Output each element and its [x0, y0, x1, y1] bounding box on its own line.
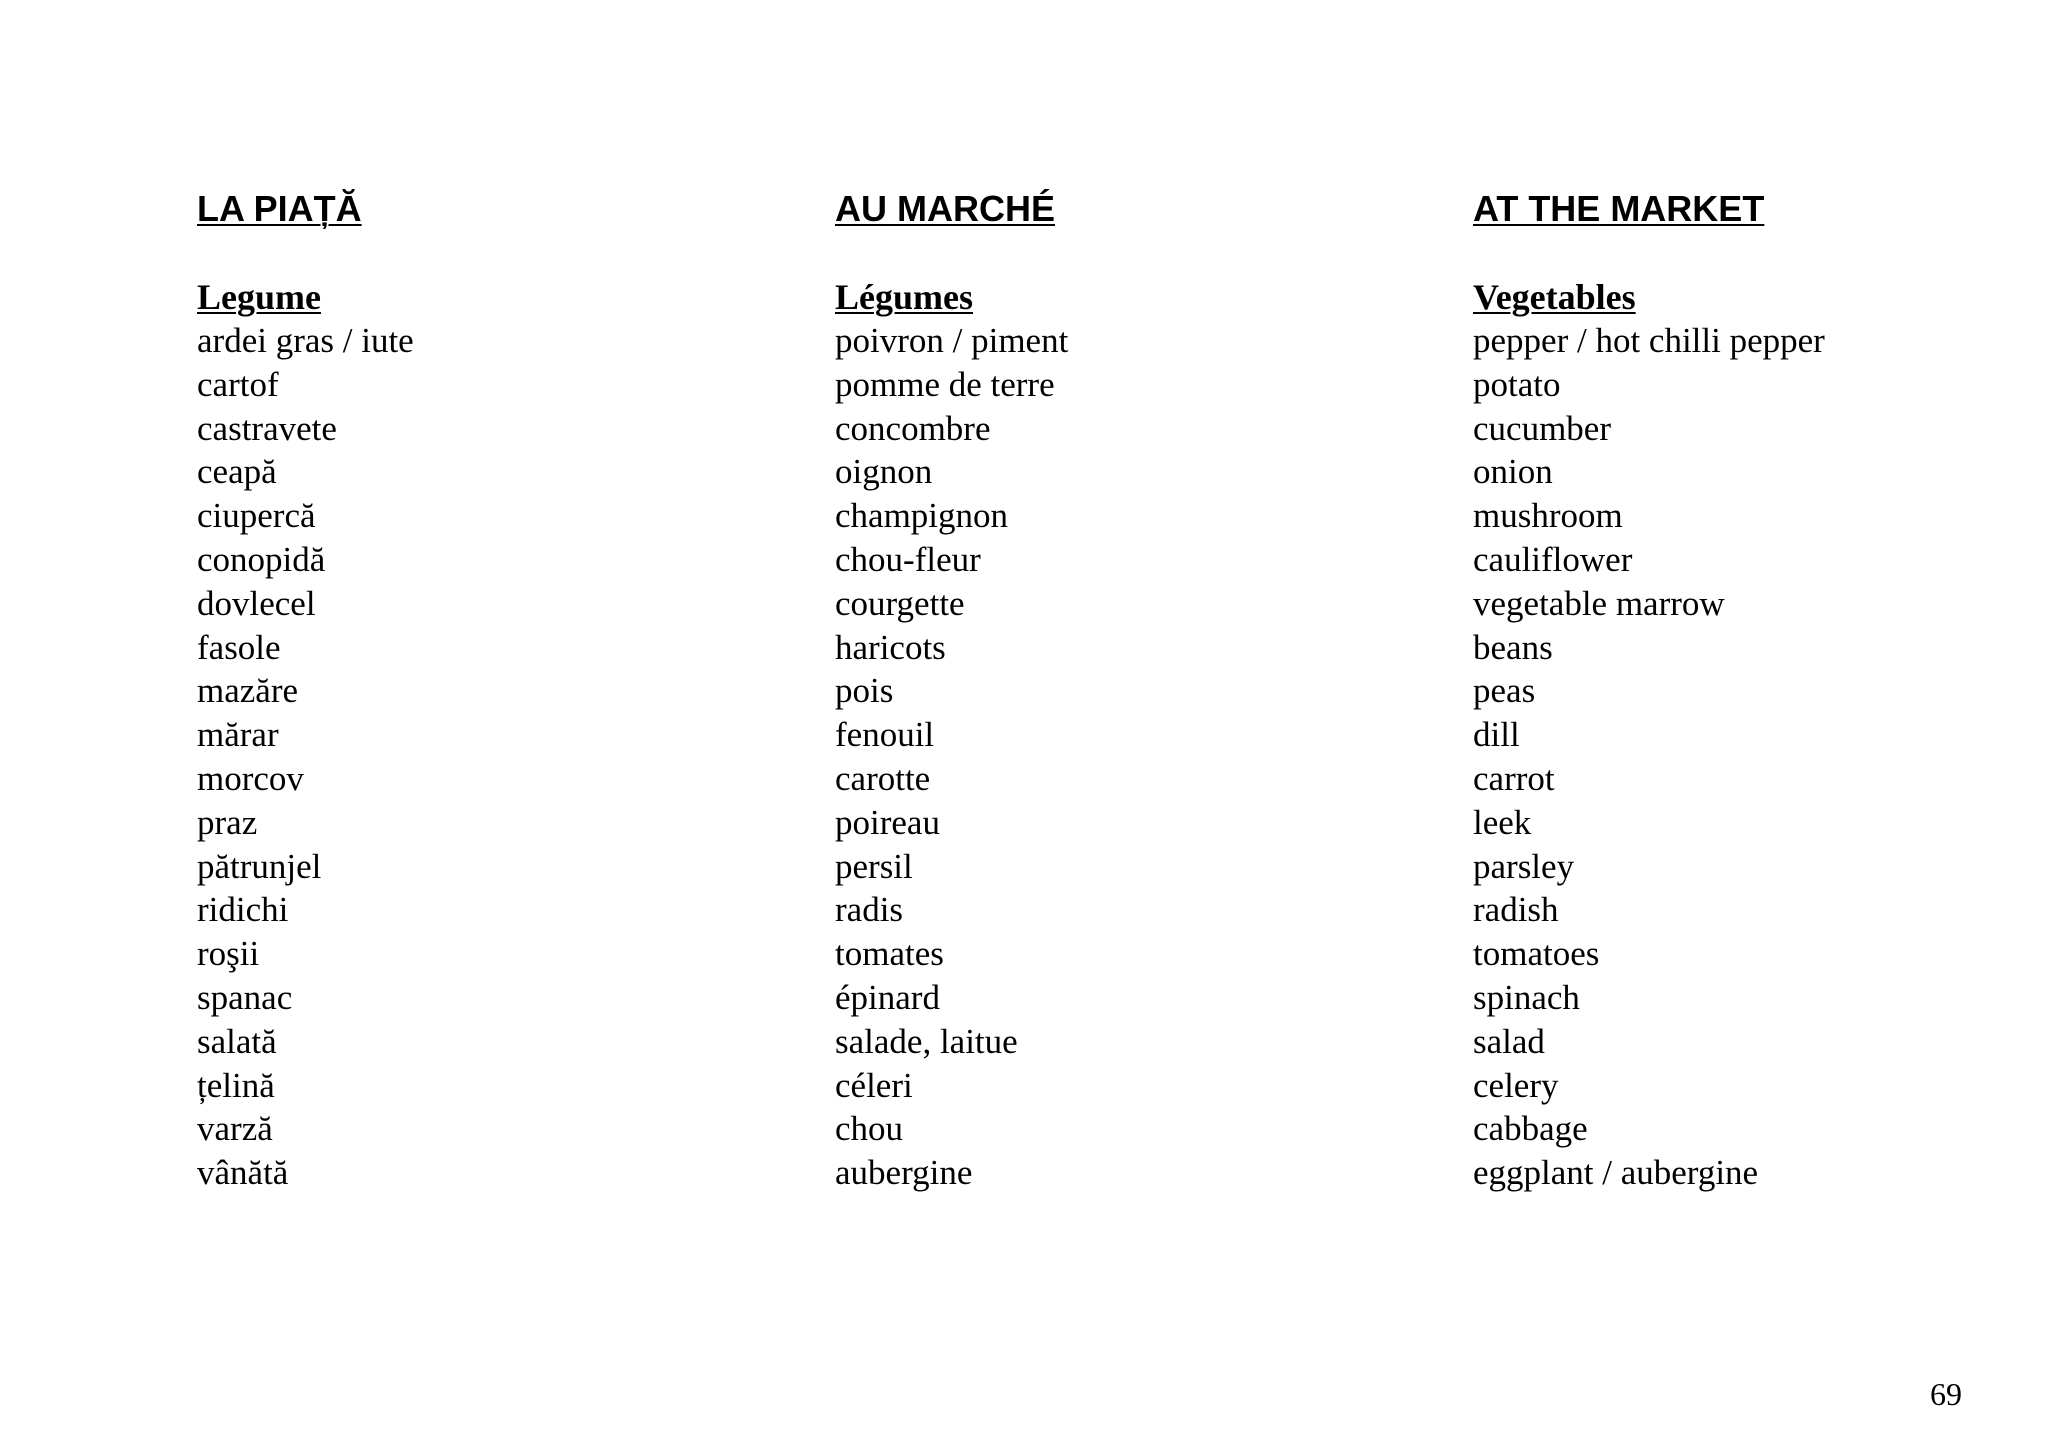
list-item: tomates [835, 934, 944, 974]
list-item: salade, laitue [835, 1021, 1018, 1061]
list-item: potato [1473, 364, 1561, 404]
list-item: cauliflower [1473, 539, 1633, 579]
section-title-french: Légumes [835, 277, 973, 317]
list-item: ciupercă [197, 496, 316, 536]
word-list-french [835, 319, 1455, 1195]
word-list-romanian [197, 319, 817, 1195]
list-item: persil [835, 846, 913, 886]
list-item: țelină [197, 1065, 275, 1105]
list-item: varză [197, 1109, 273, 1149]
list-item: fasole [197, 627, 281, 667]
list-item: morcov [197, 758, 304, 798]
list-item: onion [1473, 452, 1553, 492]
list-item: dovlecel [197, 583, 316, 623]
page-number: 69 [1930, 1376, 1962, 1412]
column-romanian [197, 187, 817, 1195]
list-item: carrot [1473, 758, 1555, 798]
list-item: vânătă [197, 1153, 289, 1193]
list-item: celery [1473, 1065, 1559, 1105]
list-item: fenouil [835, 715, 935, 755]
list-item: chou [835, 1109, 904, 1149]
column-title-english: AT THE MARKET [1473, 188, 1765, 229]
list-item: salată [197, 1021, 277, 1061]
list-item: praz [197, 802, 258, 842]
list-item: haricots [835, 627, 946, 667]
list-item: dill [1473, 715, 1520, 755]
list-item: pomme de terre [835, 364, 1055, 404]
list-item: tomatoes [1473, 934, 1600, 974]
list-item: radish [1473, 890, 1559, 930]
column-title-romanian: LA PIAȚĂ [197, 188, 362, 229]
list-item: chou-fleur [835, 539, 981, 579]
list-item: champignon [835, 496, 1009, 536]
list-item: carotte [835, 758, 931, 798]
list-item: spanac [197, 977, 293, 1017]
list-item: ceapă [197, 452, 277, 492]
list-item: castravete [197, 408, 337, 448]
list-item: pătrunjel [197, 846, 322, 886]
list-item: eggplant / aubergine [1473, 1153, 1759, 1193]
list-item: beans [1473, 627, 1553, 667]
list-item: courgette [835, 583, 965, 623]
list-item: aubergine [835, 1153, 973, 1193]
list-item: poivron / piment [835, 321, 1069, 360]
list-item: épinard [835, 977, 940, 1017]
list-item: peas [1473, 671, 1536, 711]
list-item: pepper / hot chilli pepper [1473, 321, 1825, 360]
list-item: poireau [835, 802, 940, 842]
word-list-english [1473, 319, 2048, 1195]
column-french [835, 187, 1455, 1195]
section-title-romanian: Legume [197, 277, 321, 317]
list-item: céleri [835, 1065, 913, 1105]
list-item: ardei gras / iute [197, 321, 414, 360]
list-item: salad [1473, 1021, 1545, 1061]
column-english [1473, 187, 2048, 1195]
list-item: parsley [1473, 846, 1575, 886]
list-item: spinach [1473, 977, 1580, 1017]
list-item: mushroom [1473, 496, 1623, 536]
list-item: vegetable marrow [1473, 583, 1725, 623]
list-item: cucumber [1473, 408, 1611, 448]
list-item: conopidă [197, 539, 326, 579]
list-item: pois [835, 671, 894, 711]
list-item: oignon [835, 452, 933, 492]
list-item: radis [835, 890, 904, 930]
list-item: mazăre [197, 671, 299, 711]
list-item: leek [1473, 802, 1532, 842]
list-item: mărar [197, 715, 279, 755]
column-title-french: AU MARCHÉ [835, 188, 1055, 229]
list-item: cartof [197, 364, 279, 404]
list-item: concombre [835, 408, 991, 448]
section-title-english: Vegetables [1473, 277, 1636, 317]
list-item: cabbage [1473, 1109, 1588, 1149]
list-item: ridichi [197, 890, 289, 930]
list-item: roşii [197, 934, 260, 974]
